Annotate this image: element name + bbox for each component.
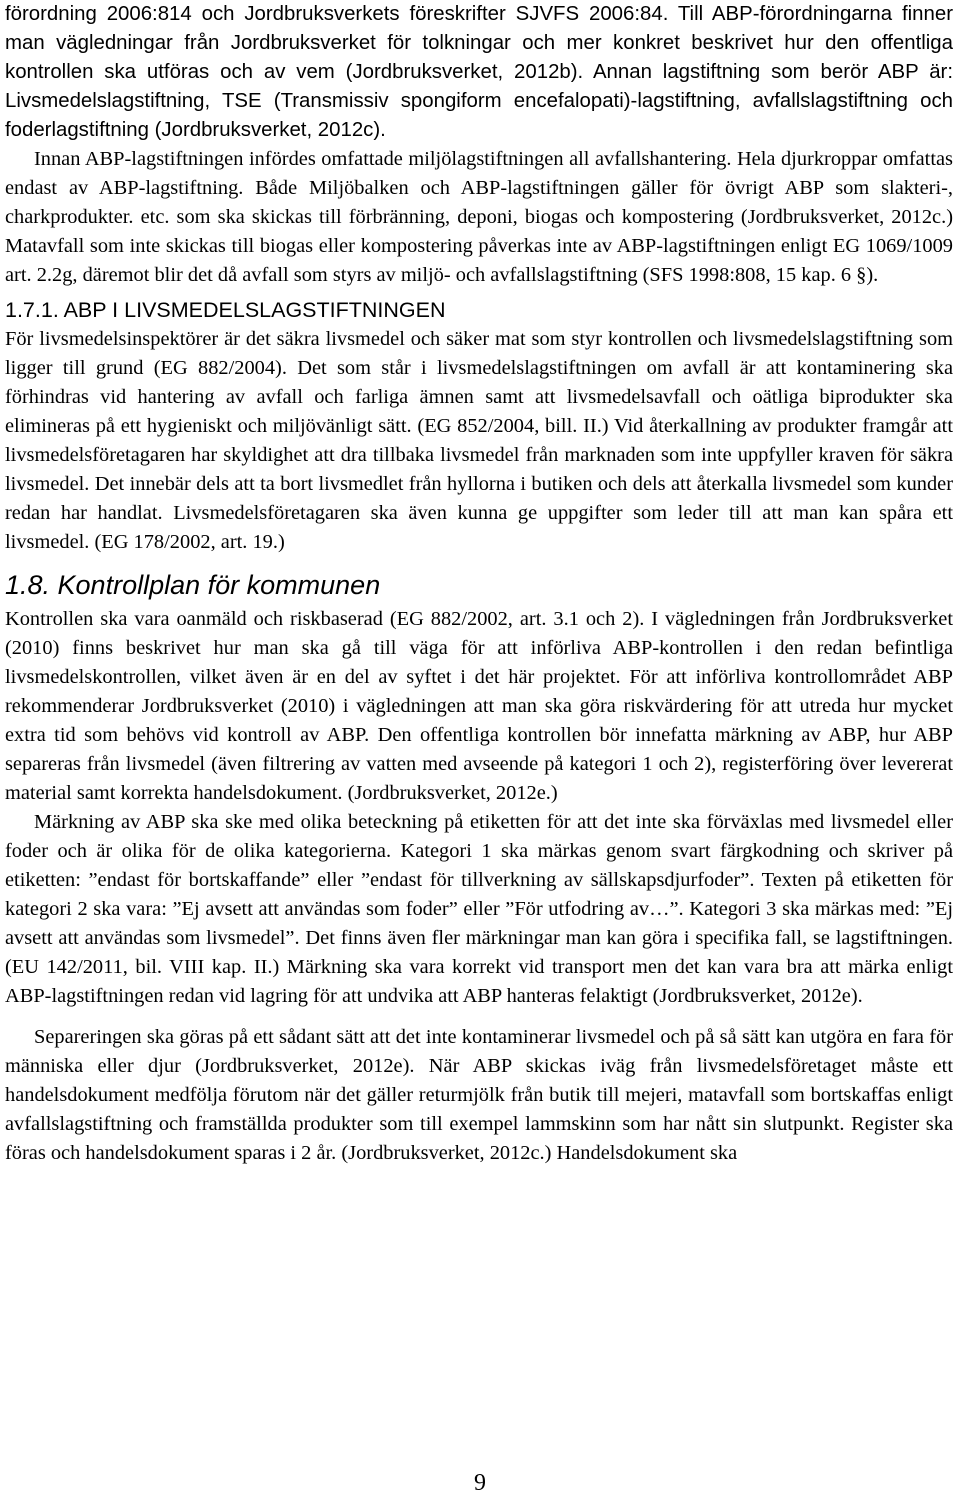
paragraph-separation: Separeringen ska göras på ett sådant sätt att det inte kontaminerar livsmedel och på så sätt kan utgöra en fara för människa eller djur (Jordbruksverket, 2012e). När ABP skickas iväg från livsmedelsföretaget måste ett handelsdokument medfölja förutom när det gäller returmjölk från butik till mejeri, matavfall som bortskaffas enligt avfallslagstiftning och framställda produkter som till exempel lammskinn som har nått sin slutpunkt. Register ska föras och handelsdokument sparas i 2 år. (Jordbruksverket, 2012c.) Handelsdokument ska <box>5 1026 953 1164</box>
page-number: 9 <box>474 1470 486 1496</box>
section-heading-1-8: 1.8. Kontrollplan för kommunen <box>5 570 381 600</box>
paragraph-labelling: Märkning av ABP ska ske med olika beteckning på etiketten för att det inte ska förväxlas med livsmedel eller foder och är olika för de olika kategorierna. Kategori 1 ska märkas genom svart färgkodning och skriver på etiketten: ”endast för bortskaffande” eller ”endast för tillverkning av sällskapsdjurfoder”. Texten på etiketten för kategori 2 ska vara: ”Ej avsett att användas som foder” eller ”För utfodring av…”. Kategori 3 ska märkas med: ”Ej avsett att användas som livsmedel”. Det finns även fler märkningar man kan göra i specifika fall, se lagstiftningen. (EU 142/2011, bil. VIII kap. II.) Märkning ska vara korrekt vid transport men det kan vara bra att märka enligt ABP-lagstiftningen redan vid lagring för att undvika att ABP hanteras felaktigt (Jordbruksverket, 2012e). <box>5 811 953 1007</box>
paragraph-control-plan: Kontrollen ska vara oanmäld och riskbaserad (EG 882/2002, art. 3.1 och 2). I vägledningen från Jordbruksverket (2010) finns beskrivet hur man ska gå till väga för att införliva ABP-kontrollen i den redan befintliga livsmedelskontrollen, vilket även är en del av syftet i det här projektet. För att införliva kontrollområdet ABP rekommenderar Jordbruksverket (2010) i vägledningen att man ska göra riskvärdering för att utreda hur mycket extra tid som behövs vid kontroll av ABP. Den offentliga kontrollen bör innefatta märkning av ABP, hur ABP separeras från livsmedel (även filtrering av vatten med avseende på kategori 1 och 2), registerföring över levererat material samt korrekta handelsdokument. (Jordbruksverket, 2012e.) <box>5 608 953 804</box>
paragraph-abp-legislation-overview: förordning 2006:814 och Jordbruksverkets föreskrifter SJVFS 2006:84. Till ABP-förordningarna finner man vägledningar från Jordbruksverket för tolkningar och mer konkret beskrivet hur den offentliga kontrollen ska utföras och av vem (Jordbruksverket, 2012b). Annan lagstiftning som berör ABP är: Livsmedelslagstiftning, TSE (Transmissiv spongiform encefalopati)-lagstiftning, avfallslagstiftning och foderlagstiftning (Jordbruksverket, 2012c). <box>5 3 953 141</box>
paragraph-environmental-legislation: Innan ABP-lagstiftningen infördes omfattade miljölagstiftningen all avfallshantering. Hela djurkroppar omfattas endast av ABP-lagstiftning. Både Miljöbalken och ABP-lagstiftningen gäller för övrigt ABP som slakteri-, charkprodukter. etc. som ska skickas till förbränning, deponi, biogas och kompostering (Jordbruksverket, 2012c.) Matavfall som inte skickas till biogas eller kompostering påverkas inte av ABP-lagstiftningen enligt EG 1069/1009 art. 2.2g, däremot blir det då avfall som styrs av miljö- och avfallslagstiftning (SFS 1998:808, 15 kap. 6 §). <box>5 148 953 286</box>
section-heading-1-7-1: 1.7.1. ABP I LIVSMEDELSLAGSTIFTNINGEN <box>5 298 446 322</box>
paragraph-food-legislation: För livsmedelsinspektörer är det säkra livsmedel och säker mat som styr kontrollen och livsmedelslagstiftning som ligger till grund (EG 882/2004). Det som står i livsmedelslagstiftningen om avfall är att kontaminering ska förhindras vid hantering av avfall och farliga ämnen samt att livsmedelsavfall och oätliga biprodukter ska elimineras på ett hygieniskt och miljövänligt sätt. (EG 852/2004, bill. II.) Vid återkallning av produkter framgår att livsmedelsföretagaren har skyldighet att dra tillbaka livsmedel från marknaden som inte uppfyller kraven för säkra livsmedel. Det innebär dels att ta bort livsmedlet från hyllorna i butiken och dels att återkalla livsmedel som kunder redan har handlat. Livsmedelsföretagaren ska även kunna ge uppgifter som leder till att man kan spåra ett livsmedel. (EG 178/2002, art. 19.) <box>5 328 953 553</box>
